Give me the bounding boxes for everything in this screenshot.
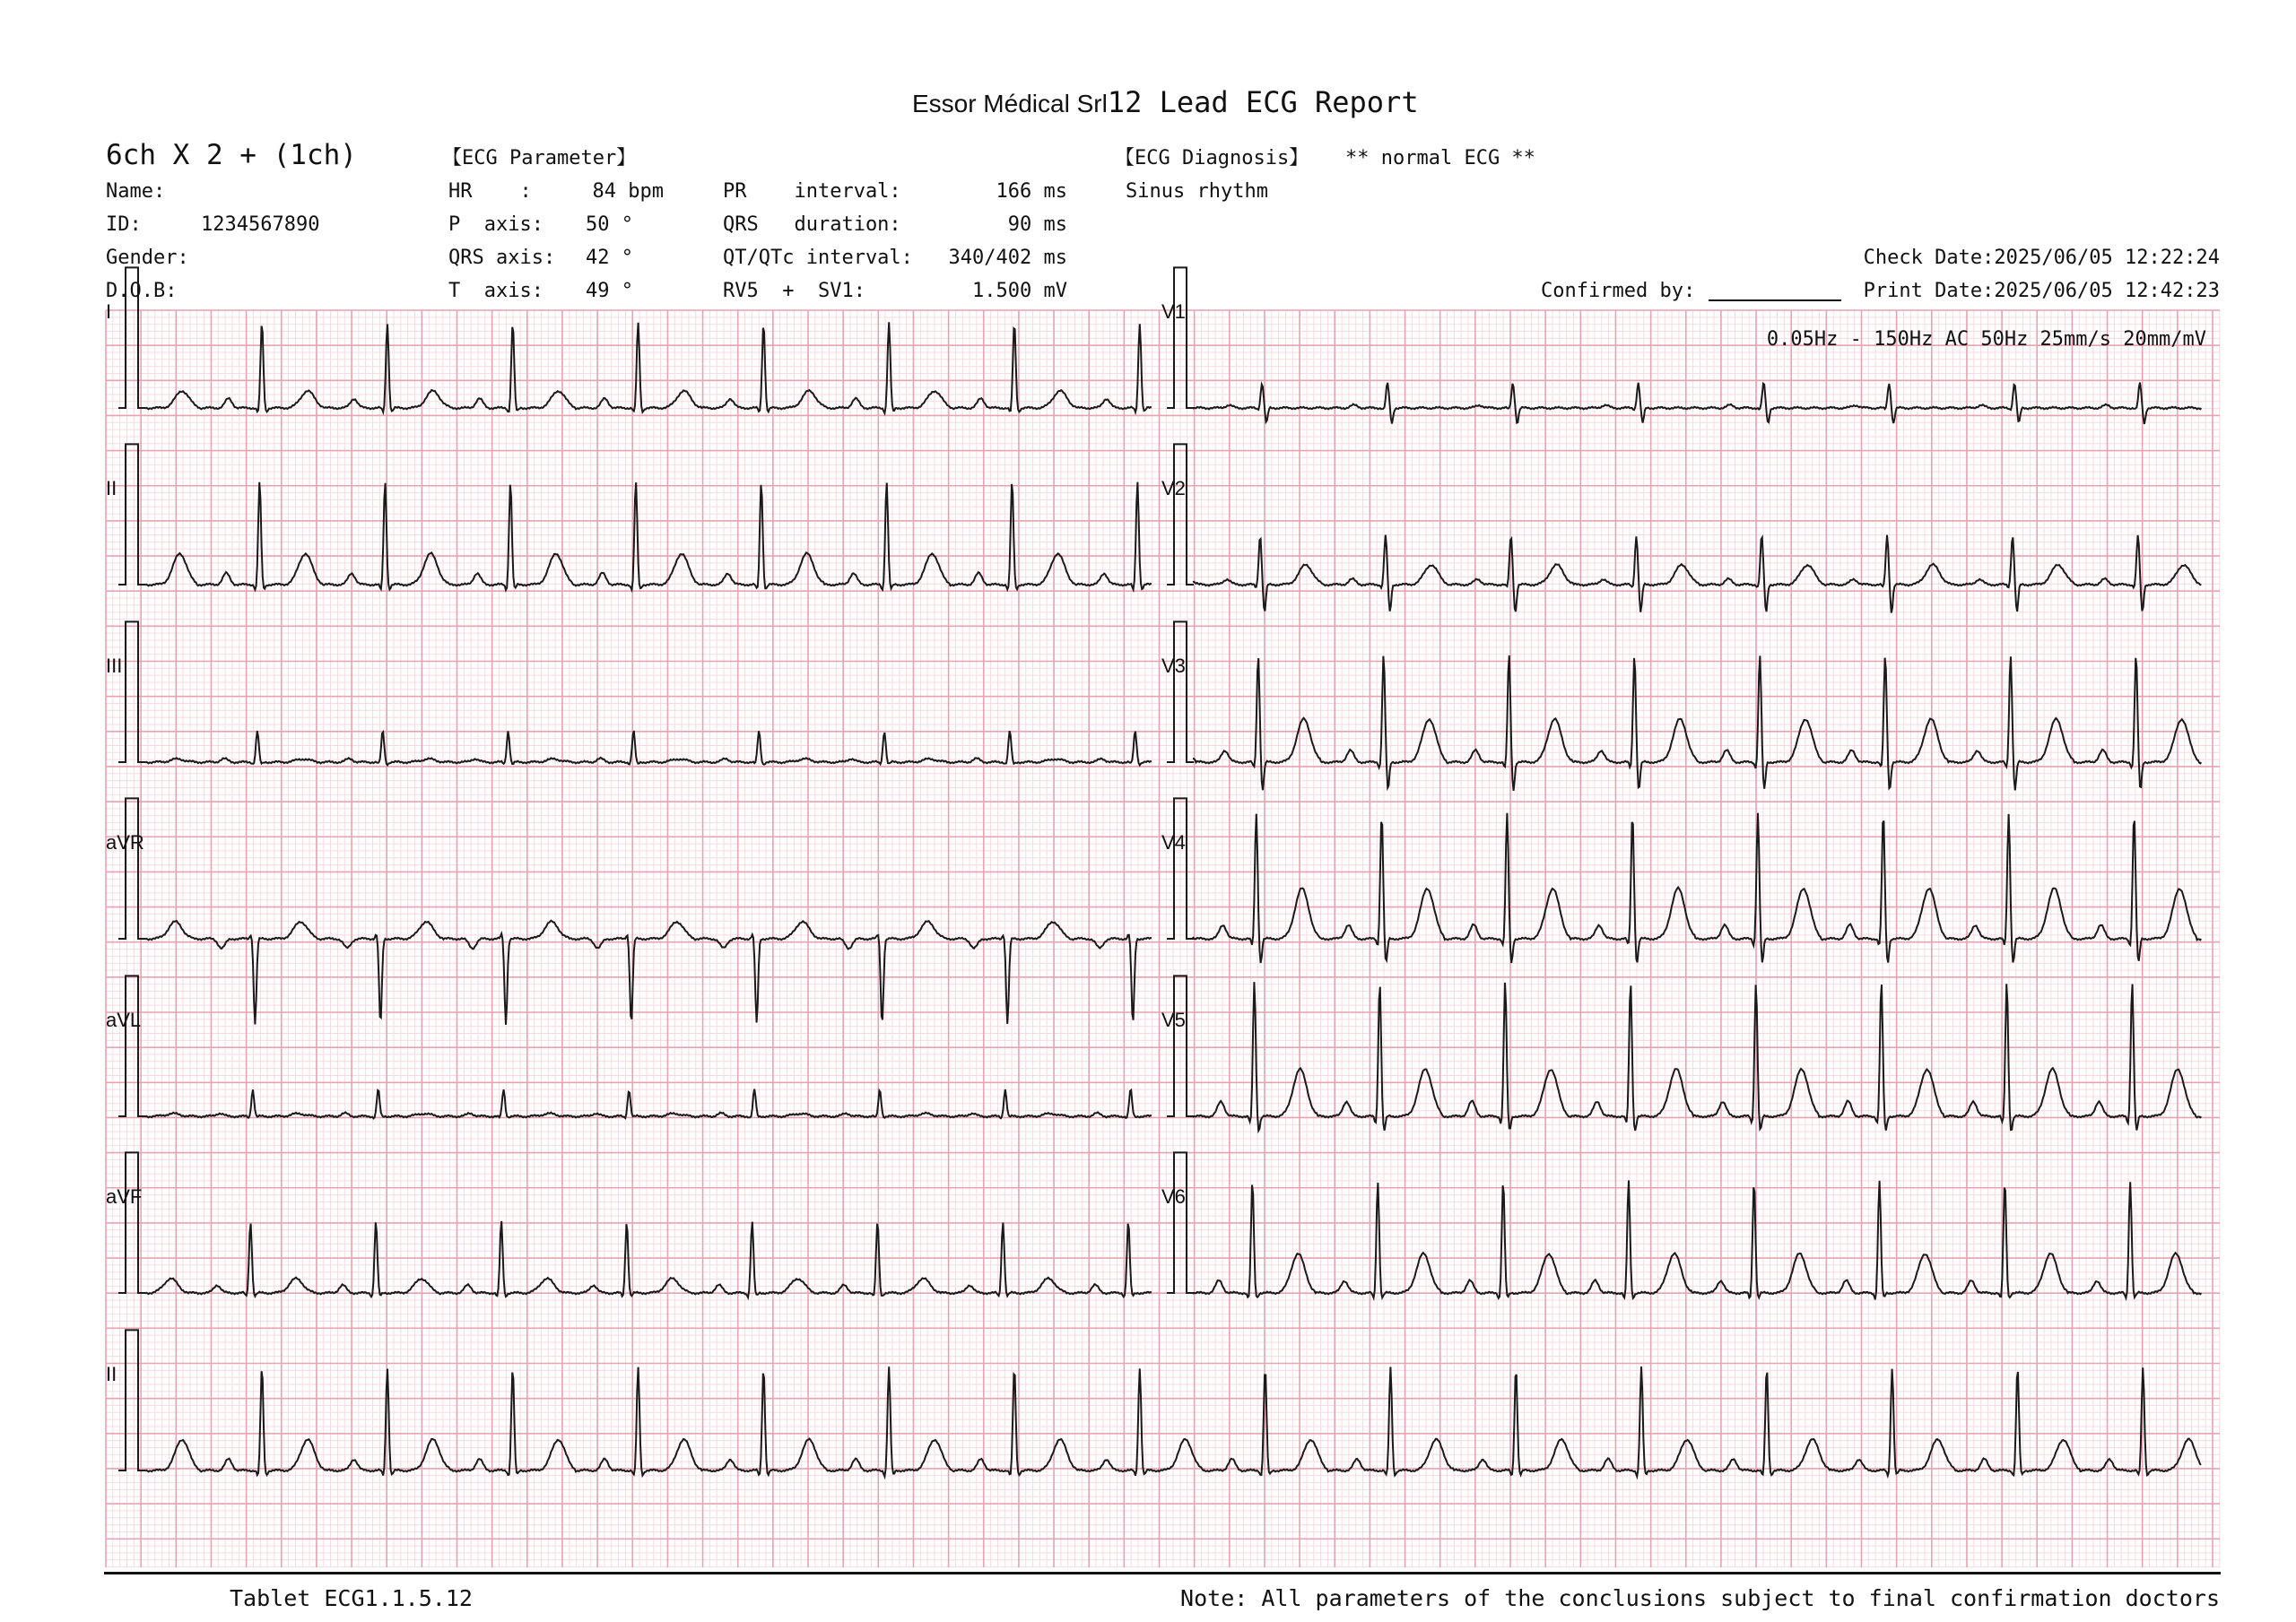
confirmed-by-label: Confirmed by: xyxy=(1541,280,1696,302)
dob-label: D.O.B: xyxy=(106,280,178,302)
rv5-sv1-value: 1.500 mV xyxy=(972,280,1067,302)
t-axis-value: 49 ° xyxy=(586,280,633,302)
filter-settings: 0.05Hz - 150Hz AC 50Hz 25mm/s 20mm/mV xyxy=(1766,328,2206,351)
qrs-axis-label: QRS axis: xyxy=(448,247,556,269)
trace-v3 xyxy=(1193,655,2201,791)
diagnosis-line: Sinus rhythm xyxy=(1126,180,1268,203)
lead-label-v1: V1 xyxy=(1161,300,1186,323)
lead-label-v5: V5 xyxy=(1161,1009,1186,1031)
lead-label-v6: V6 xyxy=(1161,1185,1186,1208)
p-axis-value: 50 ° xyxy=(586,213,633,236)
lead-label-v2: V2 xyxy=(1161,477,1186,499)
qt-qtc-value: 340/402 ms xyxy=(948,247,1067,269)
trace-v4 xyxy=(1193,813,2201,963)
report-title xyxy=(0,59,2296,117)
id-label: ID: xyxy=(106,213,142,236)
p-axis-label: P axis: xyxy=(448,213,544,236)
diagnosis-heading: 【ECG Diagnosis】 xyxy=(1115,147,1309,169)
footer-rule xyxy=(104,1572,2221,1574)
name-label: Name: xyxy=(106,180,166,203)
trace-v2 xyxy=(1193,535,2201,613)
lead-label-avl: aVL xyxy=(106,1009,142,1031)
hr-value: 84 bpm xyxy=(592,180,664,203)
pr-label: PR interval: xyxy=(723,180,901,203)
trace-iii xyxy=(145,731,1152,766)
qrs-duration-label: QRS duration: xyxy=(723,213,901,236)
hr-label: HR : xyxy=(448,180,532,203)
id-value: 1234567890 xyxy=(201,213,320,236)
qrs-axis-value: 42 ° xyxy=(586,247,633,269)
t-axis-label: T axis: xyxy=(448,280,544,302)
qt-qtc-label: QT/QTc interval: xyxy=(723,247,913,269)
lead-label-v4: V4 xyxy=(1161,831,1186,854)
lead-label-avr: aVR xyxy=(106,831,144,854)
lead-label-iii: III xyxy=(106,655,123,677)
lead-label-avf: aVF xyxy=(106,1185,143,1208)
lead-label-i: I xyxy=(106,300,112,323)
print-date: Print Date:2025/06/05 12:42:23 xyxy=(1863,280,2220,302)
trace-v5 xyxy=(1193,982,2201,1131)
trace-v6 xyxy=(1193,1180,2201,1299)
brand-name: Essor Médical Srl xyxy=(911,90,1108,117)
diagnosis-summary: ** normal ECG ** xyxy=(1345,147,1535,169)
confirmed-by-line xyxy=(1709,299,1841,301)
trace-ii xyxy=(145,482,1152,590)
parameter-heading: 【ECG Parameter】 xyxy=(442,147,637,169)
gender-label: Gender: xyxy=(106,247,189,269)
qrs-duration-value: 90 ms xyxy=(1007,213,1067,236)
check-date: Check Date:2025/06/05 12:22:24 xyxy=(1863,247,2220,269)
trace-i xyxy=(145,322,1152,413)
lead-label-rhythm: II xyxy=(106,1363,117,1385)
app-version: Tablet ECG1.1.5.12 xyxy=(230,1585,473,1611)
lead-label-ii: II xyxy=(106,477,117,499)
trace-avr xyxy=(145,921,1152,1025)
report-title-text: 12 Lead ECG Report xyxy=(1107,85,1419,119)
trace-v1 xyxy=(1193,383,2201,424)
footer-note: Note: All parameters of the conclusions subject to final confirmation doctors xyxy=(1180,1585,2220,1611)
layout-label: 6ch X 2 + (1ch) xyxy=(106,139,357,171)
rv5-sv1-label: RV5 + SV1: xyxy=(723,280,865,302)
pr-value: 166 ms xyxy=(996,180,1067,203)
lead-label-v3: V3 xyxy=(1161,655,1186,677)
